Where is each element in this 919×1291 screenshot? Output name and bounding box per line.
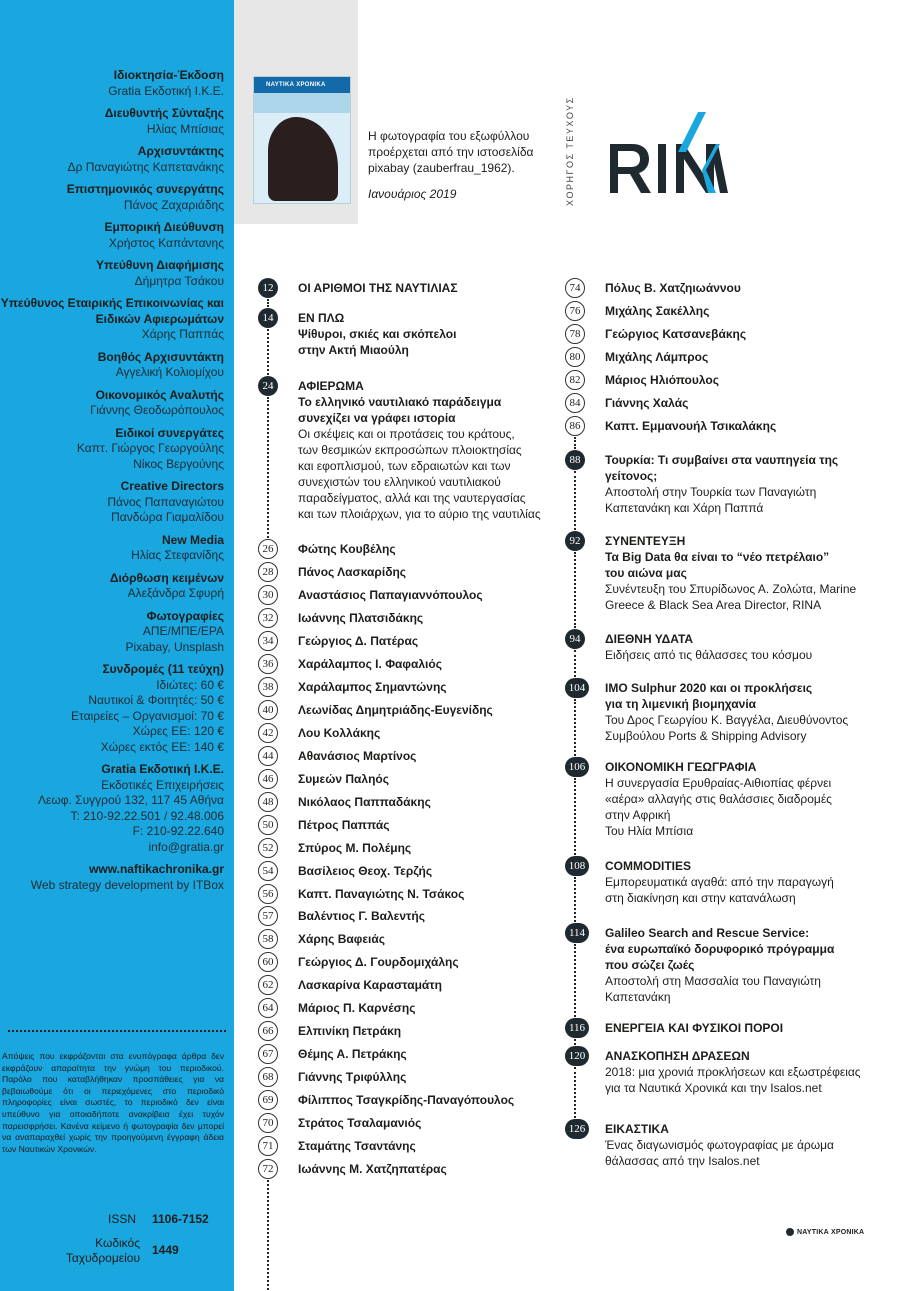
toc-line: Χάρης Βαφειάς [298, 932, 385, 946]
connector-line [574, 944, 576, 1017]
toc-line: ΑΝΑΣΚΟΠΗΣΗ ΔΡΑΣΕΩΝ [605, 1049, 750, 1063]
toc-line: στην Αφρική [605, 808, 671, 822]
masthead-role: Ιδιοκτησία-Έκδοση [113, 68, 224, 82]
masthead-role: Αρχισυντάκτης [137, 144, 224, 158]
toc-line: 2018: μια χρονιά προκλήσεων και εξωστρέφειας [605, 1065, 861, 1079]
toc-text [298, 931, 385, 947]
toc-text [298, 679, 447, 695]
toc-line: ΔΙΕΘΝΗ ΥΔΑΤΑ [605, 632, 694, 646]
brand-text: ΝΑΥΤΙΚΑ ΧΡΟΝΙΚΑ [797, 1228, 865, 1236]
masthead-group [0, 609, 224, 656]
toc-text [298, 610, 423, 626]
toc-line: στη διακίνηση και στην κατανάλωση [605, 891, 796, 905]
page-number: 14 [258, 308, 278, 328]
issn-label: ISSN [108, 1212, 137, 1226]
toc-line: «αέρα» αλλαγής στις θαλάσσιες διαδρομές [605, 792, 832, 806]
toc-line: Χαράλαμπος Σημαντώνης [298, 680, 447, 694]
masthead-role: Φωτογραφίες [146, 608, 224, 623]
toc-line: Θέμης Α. Πετράκης [298, 1047, 407, 1061]
masthead-group [0, 144, 224, 175]
cover-image [253, 76, 351, 204]
toc-line: Λου Κολλάκης [298, 726, 381, 740]
toc-line: Γεώργιος Κατσανεβάκης [605, 327, 747, 341]
page-number: 67 [258, 1044, 278, 1064]
toc-text [605, 372, 719, 388]
masthead [0, 68, 224, 900]
toc-text [298, 564, 406, 580]
toc-line: παραδείγματος, αλλά και της ναυτεργασίας [298, 491, 526, 505]
toc-text [605, 858, 834, 906]
masthead-line: Λεωφ. Συγγρού 132, 117 45 Αθήνα [37, 793, 224, 807]
masthead-line: F: 210-92.22.640 [132, 824, 224, 838]
page-number: 40 [258, 700, 278, 720]
toc-text [298, 1138, 416, 1154]
toc-line: για τη λιμενική βιομηχανία [605, 697, 757, 711]
masthead-line: Δήμητρα Τσάκου [134, 273, 224, 288]
toc-line: Χαράλαμπος Ι. Φαφαλιός [298, 657, 442, 671]
page-number: 54 [258, 861, 278, 881]
toc-line: Ιωάννης Πλατσιδάκης [298, 611, 424, 625]
connector-line [267, 397, 269, 538]
masthead-line: Τ: 210-92.22.501 / 92.48.006 [70, 808, 224, 823]
toc-line: Συνέντευξη του Σπυρίδωνος Α. Ζολώτα, Marine [605, 582, 857, 596]
toc-line: γείτονος; [605, 469, 658, 483]
page-number: 71 [258, 1136, 278, 1156]
toc-line: Μιχάλης Λάμπρος [605, 350, 709, 364]
postal-label [0, 1236, 140, 1266]
masthead-group [0, 182, 224, 213]
masthead-group [0, 662, 224, 755]
toc-line: Ελπινίκη Πετράκη [298, 1024, 402, 1038]
toc-line: Γεώργιος Δ. Πατέρας [298, 634, 419, 648]
toc-line: ΟΙΚΟΝΟΜΙΚΗ ΓΕΩΓΡΑΦΙΑ [605, 760, 757, 774]
toc-line: του αιώνα μας [605, 566, 687, 580]
cover-title: ΝΑΥΤΙΚΑ ΧΡΟΝΙΚΑ [254, 77, 350, 93]
toc-text [298, 702, 493, 718]
toc-text [298, 908, 425, 924]
toc-line: Αθανάσιος Μαρτίνος [298, 749, 417, 763]
page-number: 56 [258, 884, 278, 904]
masthead-line: Πανδώρα Γιαμαλίδου [111, 510, 224, 524]
masthead-line: Δρ Παναγιώτης Καπετανάκης [67, 159, 224, 174]
page-number: 62 [258, 975, 278, 995]
toc-text [298, 840, 411, 856]
page-number: 116 [565, 1018, 589, 1038]
page-number: 64 [258, 998, 278, 1018]
masthead-role[interactable]: www.naftikachronika.gr [89, 862, 224, 876]
toc-text [298, 1115, 421, 1131]
toc-text [605, 303, 709, 319]
toc-text [605, 452, 838, 516]
toc-line: Ιωάννης Μ. Χατζηπατέρας [298, 1162, 447, 1176]
masthead-line: Εταιρείες – Οργανισμοί: 70 € [71, 708, 224, 723]
page-number: 57 [258, 906, 278, 926]
toc-line: Γιάννης Χαλάς [605, 396, 689, 410]
toc-text [298, 977, 442, 993]
disclaimer: Απόψεις που εκφράζονται στα ενυπόγραφα άρθρα δεν εκφράζουν απαραίτητα την γνώμη του περιοδικού. Παρόλο που καταβλήθηκαν προσπάθειες για να βεβαιωθούμε ότι οι περιεχόμενες στο περιοδικό πληροφορίες είναι σωστές, το περιοδικό δεν είναι υπεύθυνο για οποιαδήποτε ανακρίβεια έχει τυχόν παρεισφρήσει. Κανένα κείμενο ή φωτογραφία δεν μπορεί να αναπαραχθεί χωρίς την προηγούμενη έγγραφη άδεια των Ναυτικών Χρονικών. [2, 1051, 224, 1154]
masthead-role: New Media [161, 532, 224, 547]
cover-caption [368, 128, 548, 202]
page-number: 72 [258, 1159, 278, 1179]
toc-line: ένα ευρωπαϊκό δορυφορικό πρόγραμμα [605, 942, 835, 956]
toc-text [298, 1069, 406, 1085]
masthead-role: Διόρθωση κειμένων [109, 570, 224, 585]
page-number: 114 [565, 923, 589, 943]
toc-line: Σταμάτης Τσαντάνης [298, 1139, 416, 1153]
masthead-group [0, 296, 224, 343]
masthead-line: Χώρες εκτός ΕΕ: 140 € [100, 739, 224, 754]
connector-line [267, 299, 269, 307]
page-number: 24 [258, 376, 278, 396]
toc-line: των θεσμικών εκπροσώπων πλοιοκτησίας [298, 443, 522, 457]
toc-text [298, 280, 458, 296]
toc-text [298, 1092, 514, 1108]
connector-line [574, 699, 576, 756]
connector-line [574, 1039, 576, 1045]
masthead-role: Υπεύθυνη Διαφήμισης [96, 258, 224, 272]
toc-text [298, 725, 380, 741]
toc-line: ΑΦΙΕΡΩΜΑ [298, 379, 364, 393]
page-number: 108 [565, 856, 589, 876]
toc-line: Στράτος Τσαλαμανιός [298, 1116, 422, 1130]
masthead-group [0, 426, 224, 473]
masthead-role: Gratia Εκδοτική Ι.Κ.Ε. [101, 762, 224, 776]
masthead-line: Χάρης Παππάς [141, 327, 224, 341]
toc-line: και εφοπλισμού, των εδραιωτών και των [298, 459, 511, 473]
toc-text [298, 954, 459, 970]
postal-label-2: Ταχυδρομείου [65, 1251, 140, 1265]
toc-line: Αποστολή στην Τουρκία των Παναγιώτη [605, 485, 817, 499]
toc-line: για τα Ναυτικά Χρονικά και την Isalos.net [605, 1081, 822, 1095]
connector-line [574, 1067, 576, 1118]
masthead-role: Ειδικοί συνεργάτες [115, 425, 224, 440]
page-number: 28 [258, 562, 278, 582]
toc-line: Καπετανάκη και Χάρη Παππά [605, 501, 764, 515]
toc-text [605, 395, 688, 411]
page-number: 36 [258, 654, 278, 674]
page-number: 106 [565, 757, 589, 777]
masthead-line: ΑΠΕ/ΜΠΕ/ΕΡΑ [142, 624, 224, 638]
page-number: 12 [258, 278, 278, 298]
toc-text [605, 418, 776, 434]
page-number: 44 [258, 746, 278, 766]
toc-line: Αναστάσιος Παπαγιαννόπουλος [298, 588, 483, 602]
toc-line: ΕΝΕΡΓΕΙΑ ΚΑΙ ΦΥΣΙΚΟΙ ΠΟΡΟΙ [605, 1021, 784, 1035]
masthead-line: Πάνος Παπαναγιώτου [107, 494, 224, 509]
toc-line: Μάριος Π. Καρνέσης [298, 1001, 416, 1015]
toc-text [605, 280, 741, 296]
toc-line: Αποστολή στη Μασσαλία του Παναγιώτη [605, 974, 821, 988]
page-number: 126 [565, 1119, 589, 1139]
toc-text [605, 1121, 834, 1169]
toc-line: Βαλέντιος Γ. Βαλεντής [298, 909, 425, 923]
issn-value: 1106-7152 [152, 1212, 209, 1226]
page-number: 60 [258, 952, 278, 972]
postal-value: 1449 [152, 1243, 179, 1257]
page-number: 52 [258, 838, 278, 858]
toc-line: Καπτ. Παναγιώτης Ν. Τσάκος [298, 887, 465, 901]
toc-line: θάλασσας από την Isalos.net [605, 1154, 760, 1168]
masthead-group [0, 68, 224, 99]
caption-text: Η φωτογραφία του εξωφύλλου προέρχεται από την ιστοσελίδα pixabay (zauberfrau_1962). [368, 129, 534, 175]
toc-text [298, 310, 456, 358]
divider [8, 1030, 226, 1032]
toc-text [605, 925, 834, 1005]
toc-line: ΟΙ ΑΡΙΘΜΟΙ ΤΗΣ ΝΑΥΤΙΛΙΑΣ [298, 281, 458, 295]
toc-line: Νικόλαος Παππαδάκης [298, 795, 431, 809]
masthead-role: Υπεύθυνος Εταιρικής Επικοινωνίας και Ειδικών Αφιερωμάτων [0, 296, 224, 326]
toc-line: ΣΥΝΕΝΤΕΥΞΗ [605, 534, 686, 548]
page-number: 80 [565, 347, 585, 367]
masthead-line: Ιδιώτες: 60 € [156, 677, 224, 692]
toc-text [298, 886, 464, 902]
toc-line: Ένας διαγωνισμός φωτογραφίας με άρωμα [605, 1138, 834, 1152]
toc-line: ΕΙΚΑΣΤΙΚΑ [605, 1122, 669, 1136]
toc-line: Πάνος Λασκαρίδης [298, 565, 407, 579]
page-number: 94 [565, 629, 585, 649]
page-number: 82 [565, 370, 585, 390]
toc-text [605, 349, 708, 365]
masthead-line: info@gratia.gr [148, 839, 224, 854]
toc-text [298, 1161, 447, 1177]
toc-text [605, 759, 832, 839]
connector-line [574, 778, 576, 855]
page-number: 50 [258, 815, 278, 835]
connector-line [574, 471, 576, 530]
page-number: 46 [258, 769, 278, 789]
masthead-role: Διευθυντής Σύνταξης [104, 106, 224, 120]
masthead-group [0, 220, 224, 251]
toc-line: Galileo Search and Rescue Service: [605, 926, 810, 940]
page-number: 120 [565, 1046, 589, 1066]
masthead-line: Web strategy development by ITBox [30, 877, 224, 892]
toc-line: Λεωνίδας Δημητριάδης-Ευγενίδης [298, 703, 493, 717]
masthead-line: Gratia Εκδοτική Ι.Κ.Ε. [108, 83, 224, 98]
page-number: 69 [258, 1090, 278, 1110]
toc-line: Βασίλειος Θεοχ. Τερζής [298, 864, 433, 878]
toc-line: Τα Big Data θα είναι το “νέο πετρέλαιο” [605, 550, 830, 564]
masthead-line: Χρήστος Καπάντανης [108, 235, 224, 250]
toc-line: στην Ακτή Μιαούλη [298, 343, 409, 357]
toc-text [298, 863, 432, 879]
toc-line: Λασκαρίνα Καρασταμάτη [298, 978, 442, 992]
toc-line: Η συνεργασία Ερυθραίας-Αιθιοπίας φέρνει [605, 776, 832, 790]
ship-hull [268, 117, 338, 201]
connector-line [267, 1180, 269, 1290]
toc-text [605, 533, 856, 613]
toc-line: Συμεών Παληός [298, 772, 389, 786]
toc-line: Του Δρος Γεωργίου Κ. Βαγγέλα, Διευθύνοντος [605, 713, 849, 727]
toc-line: Greece & Black Sea Area Director, RINA [605, 598, 822, 612]
masthead-line: Εκδοτικές Επιχειρήσεις [101, 777, 224, 792]
page-number: 32 [258, 608, 278, 628]
page-number: 30 [258, 585, 278, 605]
connector-line [574, 650, 576, 677]
page-number: 34 [258, 631, 278, 651]
toc-line: ΕΝ ΠΛΩ [298, 311, 345, 325]
masthead-group [0, 388, 224, 419]
sidebar [0, 0, 234, 1291]
page-number: 58 [258, 929, 278, 949]
masthead-line: Ηλίας Στεφανίδης [131, 548, 224, 562]
toc-line: Τουρκία: Τι συμβαίνει στα ναυπηγεία της [605, 453, 839, 467]
page-number: 84 [565, 393, 585, 413]
rina-logo [606, 110, 736, 210]
toc-text [298, 1000, 415, 1016]
connector-line [574, 552, 576, 628]
masthead-role: Creative Directors [120, 479, 224, 493]
toc-text [298, 817, 389, 833]
brand-dot-icon [786, 1228, 794, 1236]
postal-label-1: Κωδικός [95, 1236, 140, 1250]
masthead-line: Γιάννης Θεοδωρόπουλος [90, 403, 224, 417]
toc-line: COMMODITIES [605, 859, 691, 873]
toc-text [605, 680, 848, 744]
toc-line: Πέτρος Παππάς [298, 818, 390, 832]
toc-line: Πόλυς Β. Χατζηιωάννου [605, 281, 741, 295]
masthead-group [0, 862, 224, 893]
connector-line [574, 877, 576, 922]
toc-line: Σπύρος Μ. Πολέμης [298, 841, 412, 855]
masthead-line: Νίκος Βεργούνης [133, 456, 224, 471]
toc-line: Γεώργιος Δ. Γουρδομιχάλης [298, 955, 459, 969]
toc-text [605, 631, 812, 663]
toc-line: συνεχίζει να γράφει ιστορία [298, 411, 456, 425]
toc-line: Μάριος Ηλιόπουλος [605, 373, 719, 387]
page-number: 48 [258, 792, 278, 812]
cover-band [254, 93, 350, 113]
toc-line: Μιχάλης Σακέλλης [605, 304, 710, 318]
issue-date: Ιανουάριος 2019 [368, 187, 457, 201]
toc-line: IMO Sulphur 2020 και οι προκλήσεις [605, 681, 813, 695]
masthead-group [0, 350, 224, 381]
connector-line [574, 437, 576, 449]
toc-line: Καπτ. Εμμανουήλ Τσικαλάκης [605, 419, 777, 433]
toc-text [298, 1046, 407, 1062]
toc-text [298, 587, 483, 603]
page-number: 76 [565, 301, 585, 321]
masthead-line: Καπτ. Γιώργος Γεωργούλης [76, 441, 224, 455]
masthead-line: Αλεξάνδρα Σφυρή [127, 586, 224, 600]
toc-text [298, 633, 418, 649]
page-number: 42 [258, 723, 278, 743]
toc-line: και των πλοιάρχων, για το αύριο της ναυτιλίας [298, 507, 541, 521]
page-number: 92 [565, 531, 585, 551]
masthead-group [0, 762, 224, 855]
masthead-group [0, 106, 224, 137]
toc-text [298, 378, 541, 522]
masthead-group [0, 258, 224, 289]
toc-line: Φώτης Κουβέλης [298, 542, 396, 556]
toc-line: Του Ηλία Μπίσια [605, 824, 694, 838]
page-number: 86 [565, 416, 585, 436]
toc-line: Ψίθυροι, σκιές και σκόπελοι [298, 327, 457, 341]
brand-footer [786, 1228, 864, 1236]
masthead-line: Ναυτικοί & Φοιτητές: 50 € [88, 693, 224, 707]
masthead-role: Επιστημονικός συνεργάτης [66, 182, 224, 196]
page-number: 70 [258, 1113, 278, 1133]
toc-line: Συμβούλου Ports & Shipping Advisory [605, 729, 807, 743]
toc-text [298, 771, 389, 787]
masthead-group [0, 479, 224, 526]
toc-text [605, 1020, 783, 1036]
page-number: 38 [258, 677, 278, 697]
toc-line: Γιάννης Τριφύλλης [298, 1070, 407, 1084]
connector-line [267, 329, 269, 375]
masthead-group [0, 533, 224, 564]
masthead-group [0, 571, 224, 602]
masthead-role: Εμπορική Διεύθυνση [104, 220, 224, 234]
masthead-role: Οικονομικός Αναλυτής [95, 387, 224, 402]
masthead-line: Pixabay, Unsplash [125, 639, 224, 654]
toc-text [298, 748, 416, 764]
toc-text [298, 1023, 401, 1039]
toc-line: Ειδήσεις από τις θάλασσες του κόσμου [605, 648, 813, 662]
toc-line: που σώζει ζωές [605, 958, 695, 972]
page-number: 68 [258, 1067, 278, 1087]
toc-text [298, 794, 431, 810]
page-number: 78 [565, 324, 585, 344]
toc-line: Καπετανάκη [605, 990, 671, 1004]
toc-line: Το ελληνικό ναυτιλιακό παράδειγμα [298, 395, 502, 409]
masthead-role: Συνδρομές (11 τεύχη) [102, 662, 224, 676]
toc-line: συνεχιστών του ελληνικού ναυτιλιακού [298, 475, 501, 489]
masthead-line: Αγγελική Κολιομίχου [115, 365, 224, 379]
page-number: 104 [565, 678, 589, 698]
page-number: 26 [258, 539, 278, 559]
masthead-line: Ηλίας Μπίσιας [146, 121, 224, 136]
toc-line: Οι σκέψεις και οι προτάσεις του κράτους, [298, 427, 515, 441]
masthead-line: Χώρες ΕΕ: 120 € [132, 724, 224, 738]
page-number: 66 [258, 1021, 278, 1041]
toc-text [605, 326, 746, 342]
toc-text [298, 541, 396, 557]
masthead-role: Βοηθός Αρχισυντάκτη [97, 349, 224, 364]
toc-line: Φίλιππος Τσαγκρίδης-Παναγόπουλος [298, 1093, 515, 1107]
sponsor-label: ΧΟΡΗΓΟΣ ΤΕΥΧΟΥΣ [565, 96, 575, 206]
page-number: 74 [565, 278, 585, 298]
toc-line: Εμπορευματικά αγαθά: από την παραγωγή [605, 875, 834, 889]
masthead-line: Πάνος Ζαχαριάδης [123, 197, 224, 212]
rina-logo-mark [610, 112, 728, 193]
toc-text [605, 1048, 861, 1096]
toc-text [298, 656, 442, 672]
page-number: 88 [565, 450, 585, 470]
